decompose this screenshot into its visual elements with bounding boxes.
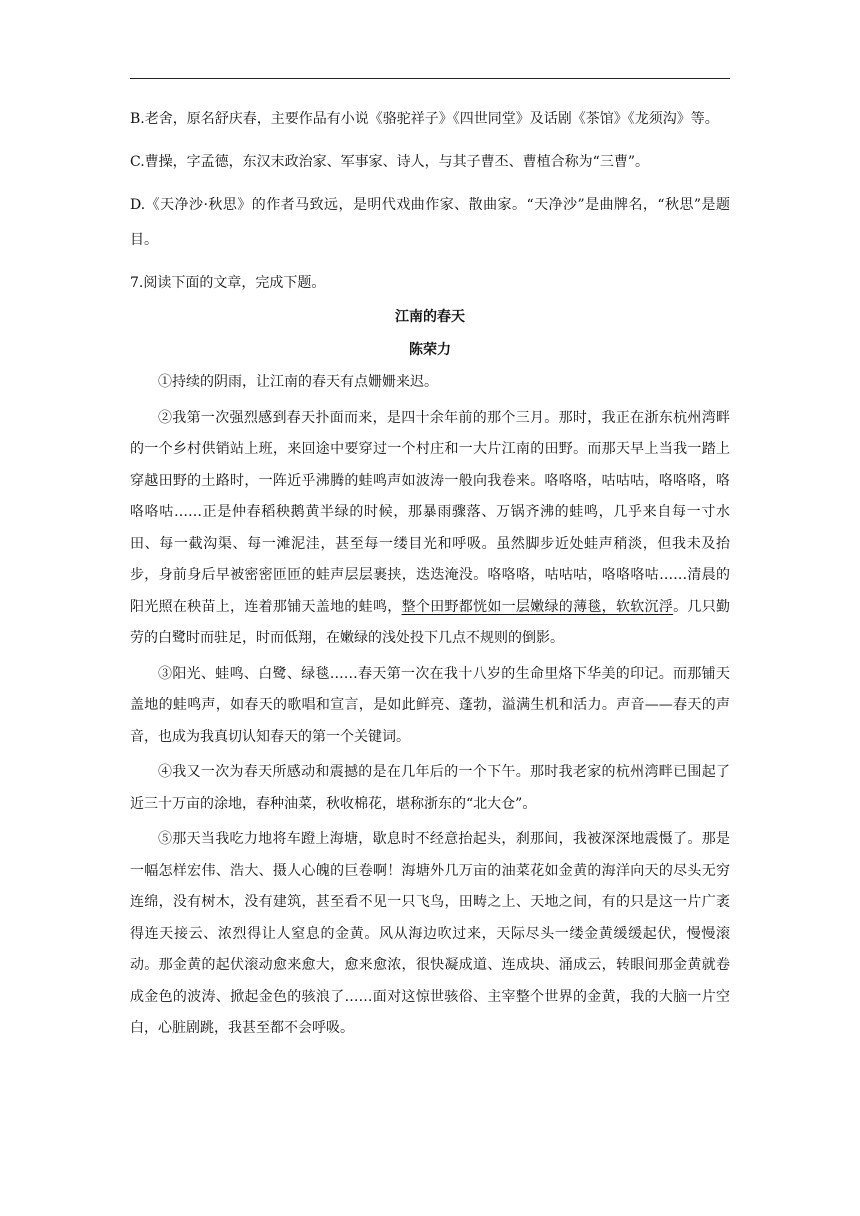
paragraph-2-text-b: 。几只勤劳的白鹭时而驻足，时而低翔，在嫩绿的浅处投下几点不规则的倒影。 (130, 598, 731, 646)
paragraph-2-text-a: ②我第一次强烈感到春天扑面而来，是四十余年前的那个三月。那时，我正在浙东杭州湾畔的一个乡村供销站上班，来回途中要穿过一个村庄和一大片江南的田野。而那天早上当我一踏上穿越田野的土路时，一阵近乎沸腾的蛙鸣声如波涛一般向我卷来。咯咯咯，咕咕咕，咯咯咯，咯咯咯咕……正是仲春稻秧鹅黄半绿的时候，那暴雨骤落、万锅齐沸的蛙鸣，几乎来自每一寸水田、每一截沟渠、每一滩泥洼，甚至每一缕目光和呼吸。虽然脚步近处蛙声稍淡，但我未及抬步，身前身后早被密密匝匝的蛙声层层裹挟，迭迭淹没。咯咯咯，咕咕咕，咯咯咯咕……清晨的阳光照在秧苗上，连着那铺天盖地的蛙鸣， (130, 409, 730, 615)
paragraph-1: ①持续的阴雨，让江南的春天有点姗姗来迟。 (158, 374, 438, 390)
question-7: 7.阅读下面的文章，完成下题。 (130, 275, 326, 291)
option-b: B.老舍，原名舒庆春，主要作品有小说《骆驼祥子》《四世同堂》及话剧《茶馆》《龙须沟》等。 (130, 111, 719, 127)
paragraph-4: ④我又一次为春天所感动和震撼的是在几年后的一个下午。那时我老家的杭州湾畔已围起了近三十万亩的涂地，春种油菜，秋收棉花，堪称浙东的“北大仓”。 (130, 764, 730, 812)
paragraph-5: ⑤那天当我吃力地将车蹬上海塘，歇息时不经意抬起头，刹那间，我被深深地震慑了。那是一幅怎样宏伟、浩大、摄人心魄的巨卷啊！海塘外几万亩的油菜花如金黄的海洋向天的尽头无穷连绵，没有树木，没有建筑，甚至看不见一只飞鸟，田畴之上、天地之间，有的只是这一片广袤得连天接云、浓烈得让人窒息的金黄。风从海边吹过来，天际尽头一缕金黄缓缓起伏，慢慢滚动。那金黄的起伏滚动愈来愈大，愈来愈浓，很快凝成道、连成块、涌成云，转眼间那金黄就卷成金色的波涛、掀起金色的骇浪了……面对这惊世骇俗、主宰整个世界的金黄，我的大脑一片空白，心脏剧跳，我甚至都不会呼吸。 (130, 831, 730, 1036)
option-d: D.《天净沙·秋思》的作者马致远，是明代戏曲作家、散曲家。“天净沙”是曲牌名，“秋思”是题目。 (130, 197, 730, 248)
article-title: 江南的春天 (395, 309, 465, 325)
header-rule (130, 78, 730, 79)
underlined-sentence: 整个田野都恍如一层嫩绿的薄毯，软软沉浮 (401, 598, 674, 615)
paragraph-3: ③阳光、蛙鸣、白鹭、绿毯……春天第一次在我十八岁的生命里烙下华美的印记。而那铺天盖地的蛙鸣声，如春天的歌唱和宣言，是如此鲜亮、蓬勃，溢满生机和活力。声音——春天的声音，也成为我真切认知春天的第一个关键词。 (130, 665, 730, 745)
document-body (130, 102, 730, 1045)
paragraph-2 (130, 403, 730, 655)
option-c: C.曹操，字孟德，东汉末政治家、军事家、诗人，与其子曹丕、曹植合称为“三曹”。 (130, 154, 649, 170)
article-author: 陈荣力 (409, 342, 451, 358)
